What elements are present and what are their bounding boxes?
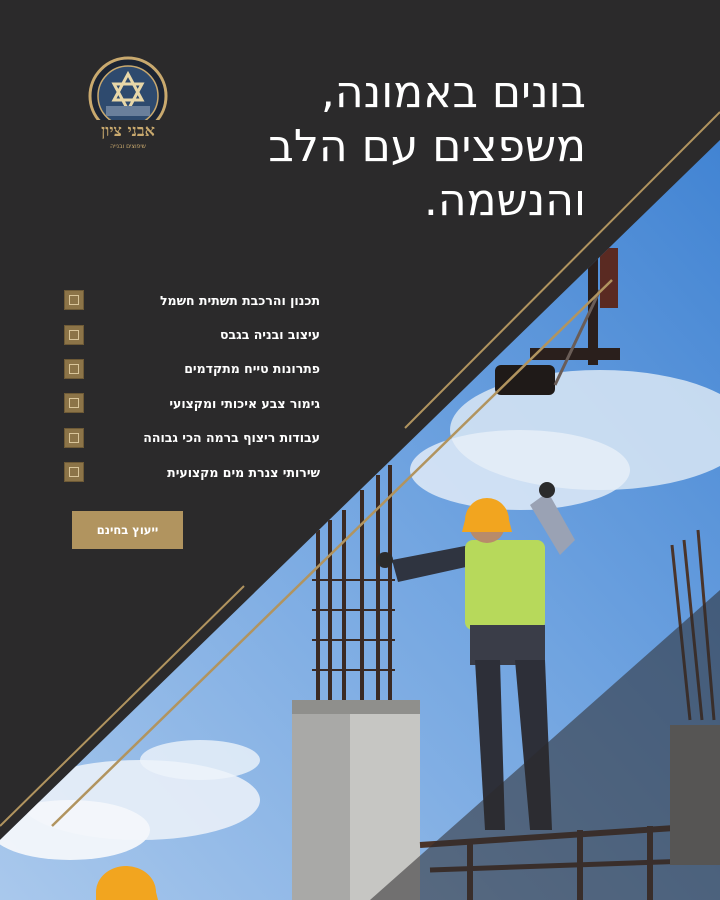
hero-title: [166, 66, 586, 228]
hero-title-line: והנשמה.: [423, 175, 586, 226]
service-label: תכנון והרכבת תשתית חשמל: [159, 292, 320, 308]
paint-roller-icon: [64, 393, 84, 413]
service-item: [64, 386, 320, 420]
service-item: [64, 283, 320, 317]
service-label: גימור צבע איכותי ומקצועי: [169, 395, 320, 411]
service-item: [64, 352, 320, 386]
service-label: שירותי צנרת מים מקצועית: [167, 464, 320, 480]
service-item: [64, 317, 320, 351]
drywall-icon: [64, 325, 84, 345]
plumbing-icon: [64, 462, 84, 482]
concrete-formwork: [292, 700, 420, 900]
services-list: [64, 283, 320, 489]
hero-title-line: משפצים עם הלב: [268, 121, 586, 172]
electric-plan-icon: [64, 290, 84, 310]
company-logo: [80, 56, 176, 152]
service-item: [64, 455, 320, 489]
svg-text:אבני ציון: אבני ציון: [101, 121, 155, 140]
hero-title-line: בונים באמונה,: [320, 67, 586, 118]
free-consultation-button[interactable]: ייעוץ בחינם: [72, 511, 183, 549]
svg-text:שיפוצים ובנייה: שיפוצים ובנייה: [110, 143, 146, 150]
service-item: [64, 421, 320, 455]
service-label: פתרונות טייח מתקדמים: [184, 361, 320, 377]
service-label: עבודות ריצוף ברמה הכי גבוהה: [143, 430, 320, 446]
service-label: עיצוב ובניה בגבס: [220, 327, 320, 343]
plaster-tools-icon: [64, 359, 84, 379]
tiles-icon: [64, 428, 84, 448]
